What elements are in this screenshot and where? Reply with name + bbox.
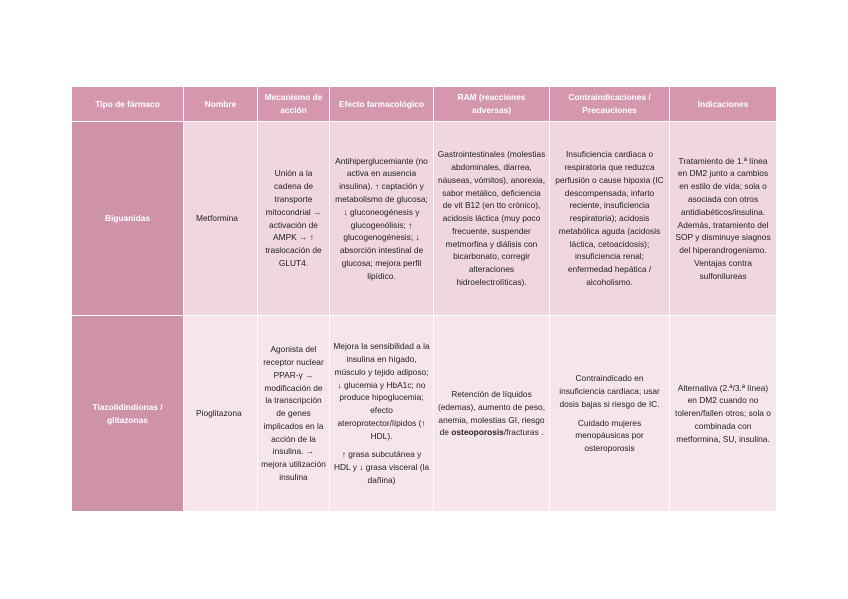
row-type-cell: Tiazolidindionas / glitazonas bbox=[72, 316, 184, 512]
ram-text: Retención de líquidos (edemas), aumento de peso, anemia, molestias GI, riesgo de bbox=[437, 388, 546, 438]
effect-cell bbox=[330, 122, 434, 316]
indications-cell: Tratamiento de 1.ª línea en DM2 junto a cambios en estilo de vida; sola o asociada con otros antidiabéticos/insulina. Además, tratamiento del SOP y disminuye siagnos del hiperandrogenismo. Ventajas contra sulfonilureas bbox=[670, 122, 777, 316]
table-row-tiazolidindionas bbox=[72, 316, 777, 512]
header-contraindicaciones: Contraindicaciones / Precauciones bbox=[550, 87, 670, 122]
effect-text: Mejora la sensibilidad a la insulina en hígado, músculo y tejido adiposo; ↓ glucemia y HbA1c; no produce hipoglucemia; efecto ateroprotector/lípidos (↑ HDL). bbox=[333, 341, 430, 441]
mechanism-text: Unión a la cadena de transporte mitocondrial → activación de AMPK → ↑ traslocación de GLUT4. bbox=[265, 168, 322, 268]
indications-cell: Alternativa (2.ª/3.ª línea) en DM2 cuando no toleren/fallen otros; sola o combinada con metformina, SU, insulina. bbox=[670, 316, 777, 512]
contraindications-cell bbox=[550, 122, 670, 316]
adverse-reactions-cell bbox=[434, 316, 550, 512]
header-tipo-farmaco: Tipo de fármaco bbox=[72, 87, 184, 122]
header-mecanismo: Mecanismo de acción bbox=[258, 87, 330, 122]
mechanism-cell bbox=[258, 122, 330, 316]
table-row-biguanidas bbox=[72, 122, 777, 316]
header-row bbox=[72, 87, 777, 122]
contraindications-cell bbox=[550, 316, 670, 512]
ram-text-end: /fracturas . bbox=[503, 427, 544, 438]
header-nombre: Nombre bbox=[184, 87, 258, 122]
effect-text: Antihiperglucemiante (no activa en ausencia insulina). ↑ captación y metabolismo de glucosa; ↓ gluconeogénesis y glucogenólisis; ↑ glucogenogénesis; ↓ absorción intestinal de glucosa; mejora perfil lipídico. bbox=[335, 155, 428, 281]
contraindications-text: Contraindicado en insuficiencia cardiaca; usar dosis bajas si riesgo de IC. bbox=[559, 373, 660, 409]
mechanism-text: Agonista del receptor nuclear PPAR-γ → modificación de la transcripción de genes implicados en la acción de la insulina. → mejora utilización insulina bbox=[261, 344, 326, 483]
header-efecto: Efecto farmacológico bbox=[330, 87, 434, 122]
effect-text: ↑ grasa subcutánea y HDL y ↓ grasa visceral (la dañina) bbox=[333, 449, 430, 486]
mechanism-cell bbox=[258, 316, 330, 512]
header-ram: RAM (reacciones adversas) bbox=[434, 87, 550, 122]
header-indicaciones: Indicaciones bbox=[670, 87, 777, 122]
ram-emphasis: osteoporosis bbox=[451, 427, 504, 438]
effect-cell bbox=[330, 316, 434, 512]
row-type-cell: Biguanidas bbox=[72, 122, 184, 316]
adverse-reactions-cell: Gastrointestinales (molestias abdominales, diarrea, náuseas, vómitos), anorexia, sabor metálico, deficiencia de vit B12 (en tto crónico), acidosis láctica (muy poco frecuente, suspender metmorfina y diálisis con bicarbonato, corregir alteraciones hidroelectrolíticas). bbox=[434, 122, 550, 316]
drug-comparison-table bbox=[71, 86, 777, 512]
drug-name-cell: Metformina bbox=[184, 122, 258, 316]
drug-name-cell: Pioglitazona bbox=[184, 316, 258, 512]
contraindications-text: Cuidado mujeres menopáusicas por osteroporosis bbox=[575, 417, 644, 454]
contraindications-text: Insuficiencia cardiaca o respiratoria que reduzca perfusión o cause hipoxia (IC descompensada, infarto reciente, insuficiencia respiratoria); acidosis metabólica aguda (acidosis láctica, cetoacidosis); insuficiencia renal; enfermedad hepática / alcoholismo. bbox=[555, 149, 664, 288]
